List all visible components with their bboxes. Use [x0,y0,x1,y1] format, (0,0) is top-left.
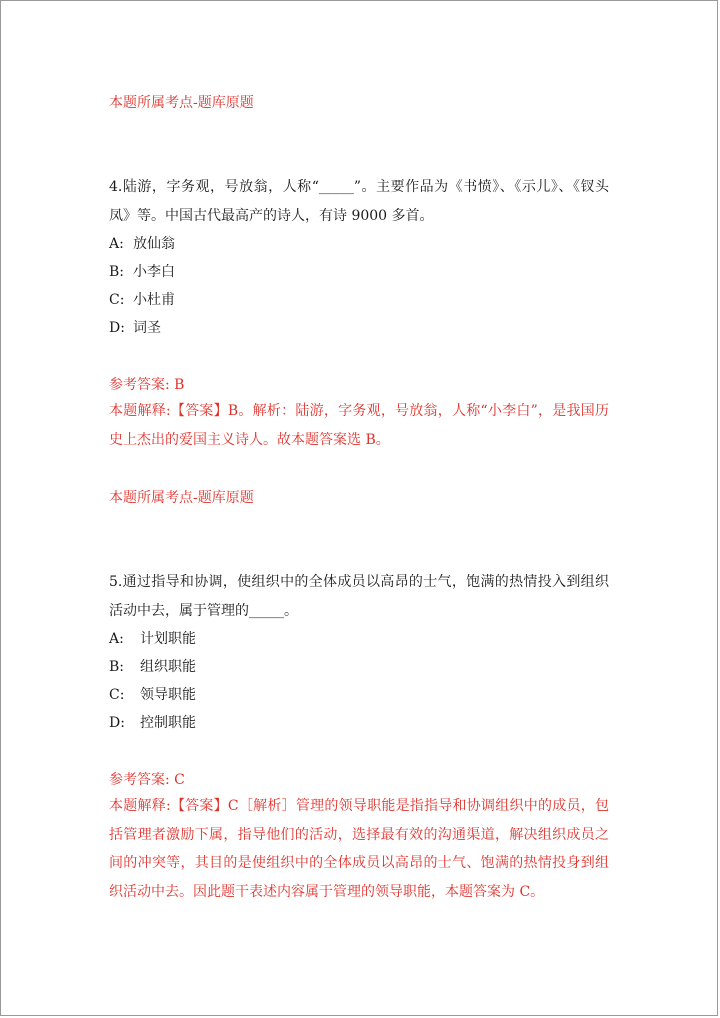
q5-answer: 参考答案: C [109,772,185,788]
option-text: 计划职能 [140,631,196,647]
q5-option-c [109,685,196,705]
option-letter: A: [109,631,124,647]
option-letter: B: [109,659,125,675]
option-text: 控制职能 [140,715,196,731]
question-5-stem: 5.通过指导和协调，使组织中的全体成员以高昂的士气，饱满的热情投入到组织活动中去，属于管理的_____。 [109,574,609,619]
q4-option-b [109,262,175,282]
option-text: 词圣 [133,320,161,336]
q5-option-a [109,629,196,649]
q5-option-b [109,657,196,677]
q4-source-note: 本题所属考点-题库原题 [109,490,254,506]
q4-option-a [109,234,175,254]
option-text: 小李白 [133,264,175,280]
q5-option-d [109,713,196,733]
option-text: 领导职能 [140,687,196,703]
option-text: 放仙翁 [133,236,175,252]
option-text: 小杜甫 [133,292,175,308]
q4-explanation: 本题解释:【答案】B。解析：陆游，字务观，号放翁，人称“小李白”，是我国历史上杰出的爱国主义诗人。故本题答案选 B。 [109,403,609,448]
q4-option-d [109,318,161,338]
q4-option-c [109,290,175,310]
option-letter: C: [109,292,125,308]
question-4-stem: 4.陆游，字务观，号放翁，人称“_____”。主要作品为《书愤》、《示儿》、《钗头凤》等。中国古代最高产的诗人，有诗 9000 多首。 [109,179,609,224]
option-letter: C: [109,687,125,703]
option-letter: D: [109,320,125,336]
q4-answer: 参考答案: B [109,377,185,393]
option-letter: B: [109,264,125,280]
option-text: 组织职能 [140,659,196,675]
option-letter: D: [109,715,125,731]
option-letter: A: [109,236,124,252]
source-note: 本题所属考点-题库原题 [109,95,254,111]
q5-explanation: 本题解释:【答案】C［解析］管理的领导职能是指指导和协调组织中的成员，包括管理者激励下属，指导他们的活动，选择最有效的沟通渠道，解决组织成员之间的冲突等，其目的是使组织中的全体成员以高昂的士气、饱满的热情投身到组织活动中去。因此题干表述内容属于管理的领导职能，本题答案为 C。 [109,798,609,900]
